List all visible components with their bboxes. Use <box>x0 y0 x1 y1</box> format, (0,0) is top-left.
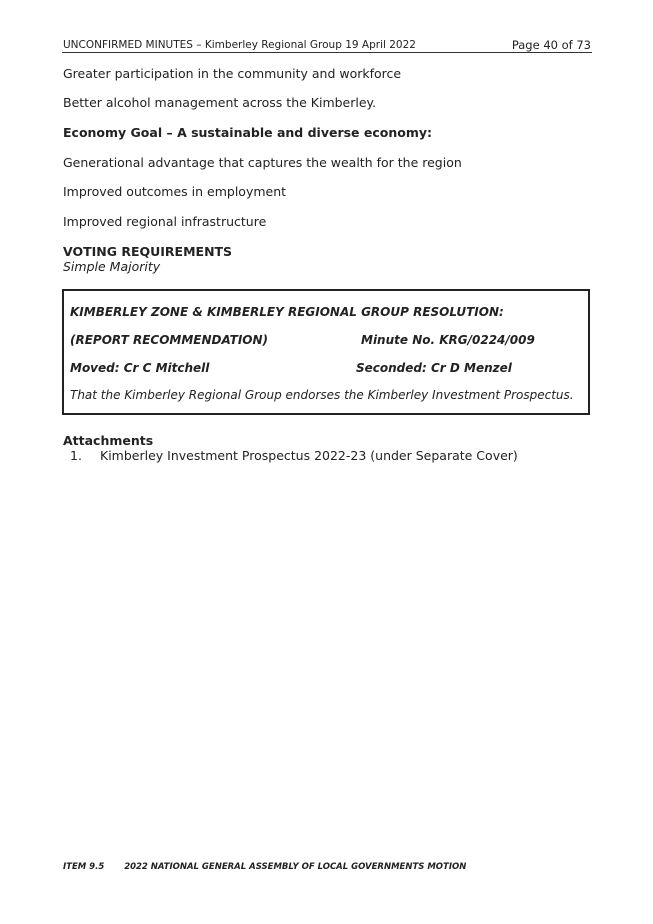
voting-requirements-heading: VOTING REQUIREMENTS <box>63 244 233 259</box>
goal-line-participation: Greater participation in the community and workforce <box>63 66 402 81</box>
attachment-link[interactable]: Kimberley Investment Prospectus 2022-23 (under Separate Cover) <box>100 448 518 463</box>
header-title: UNCONFIRMED MINUTES – Kimberley Regional Group 19 April 2022 <box>63 39 416 51</box>
attachment-number: 1. <box>70 448 82 463</box>
page-number: Page 40 of 73 <box>511 38 591 52</box>
goal-line-alcohol: Better alcohol management across the Kimberley. <box>63 95 377 110</box>
seconded-by: Seconded: Cr D Menzel <box>356 361 512 375</box>
minute-number: Minute No. KRG/0224/009 <box>361 333 535 347</box>
attachments-heading: Attachments <box>63 433 154 448</box>
goal-line-generational: Generational advantage that captures the wealth for the region <box>63 155 462 170</box>
goal-line-infrastructure: Improved regional infrastructure <box>63 214 267 229</box>
footer-item-title: 2022 NATIONAL GENERAL ASSEMBLY OF LOCAL GOVERNMENTS MOTION <box>124 862 467 872</box>
resolution-title: KIMBERLEY ZONE & KIMBERLEY REGIONAL GROUP RESOLUTION: <box>70 305 504 319</box>
header-divider <box>62 52 592 53</box>
goal-line-employment: Improved outcomes in employment <box>63 184 287 199</box>
voting-requirements-value: Simple Majority <box>63 259 161 274</box>
footer-item-number: ITEM 9.5 <box>63 862 105 872</box>
footer <box>63 862 466 872</box>
report-recommendation: (REPORT RECOMMENDATION) <box>70 333 269 347</box>
resolution-text: That the Kimberley Regional Group endorses the Kimberley Investment Prospectus. <box>70 388 574 402</box>
resolution-box <box>62 289 590 415</box>
moved-by: Moved: Cr C Mitchell <box>70 361 210 375</box>
economy-goal-heading: Economy Goal – A sustainable and diverse economy: <box>63 125 433 140</box>
